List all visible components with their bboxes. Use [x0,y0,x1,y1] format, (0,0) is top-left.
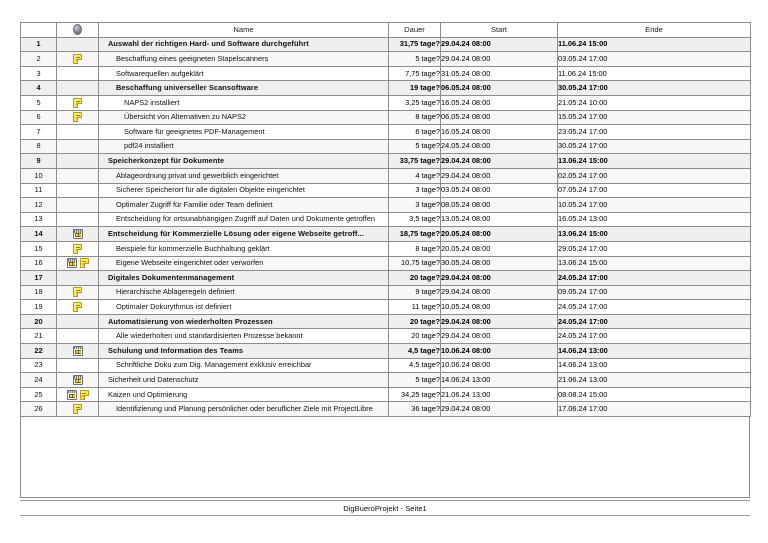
row-start-cell[interactable]: 16.05.24 08:00 [441,125,558,140]
row-end-cell[interactable]: 21.06.24 13:00 [558,373,751,388]
row-name-cell[interactable] [99,387,389,402]
table-row[interactable] [21,314,751,329]
task-name-label: Speicherkonzept für Dokumente [108,156,225,166]
row-name-cell[interactable] [99,95,389,110]
task-table-container [20,22,750,417]
row-start-cell[interactable]: 31.05.24 08:00 [441,66,558,81]
row-name-cell[interactable] [99,139,389,154]
row-id-cell: 19 [21,300,57,315]
row-end-cell[interactable]: 24.05.24 17:00 [558,329,751,344]
row-indicator-cell[interactable] [57,95,99,110]
row-end-cell[interactable]: 29.05.24 17:00 [558,241,751,256]
table-row[interactable] [21,110,751,125]
row-name-cell[interactable] [99,256,389,271]
row-name-cell[interactable] [99,227,389,242]
note-icon [73,244,82,254]
row-start-cell[interactable]: 03.05.24 08:00 [441,183,558,198]
indicator-icon-group [73,112,82,122]
row-end-cell[interactable]: 24.05.24 17:00 [558,300,751,315]
row-start-cell[interactable]: 29.04.24 08:00 [441,168,558,183]
row-name-cell[interactable] [99,212,389,227]
row-id-cell: 8 [21,139,57,154]
task-name-label: Beschaffung universeller Scansoftware [116,83,259,93]
row-duration-cell[interactable]: 3 tage? [389,183,441,198]
task-name-label: Beschaffung eines geeigneten Stapelscanners [116,53,269,63]
row-end-cell[interactable]: 24.05.24 17:00 [558,314,751,329]
indicator-icon-group [67,390,89,400]
table-row[interactable] [21,285,751,300]
row-id-cell: 18 [21,285,57,300]
indicator-sphere-icon [73,24,82,35]
column-header-id [21,23,57,38]
row-start-cell[interactable]: 14.06.24 13:00 [441,373,558,388]
row-end-cell[interactable]: 14.06.24 13:00 [558,358,751,373]
row-id-cell: 16 [21,256,57,271]
table-row[interactable] [21,66,751,81]
row-duration-cell[interactable]: 18,75 tage? [389,227,441,242]
row-indicator-cell[interactable] [57,168,99,183]
indicator-icon-group [73,287,82,297]
column-header-start: Start [441,23,558,38]
table-row[interactable] [21,198,751,213]
row-duration-cell[interactable]: 6 tage? [389,125,441,140]
row-duration-cell[interactable]: 8 tage? [389,110,441,125]
row-start-cell[interactable]: 29.04.24 08:00 [441,271,558,286]
row-name-cell[interactable] [99,110,389,125]
row-id-cell: 7 [21,125,57,140]
row-name-cell[interactable] [99,66,389,81]
task-name-label: Automatisierung von wiederholten Prozessen [108,316,273,326]
row-id-cell: 11 [21,183,57,198]
row-id-cell: 6 [21,110,57,125]
row-id-cell: 17 [21,271,57,286]
task-name-label: Sicherheit und Datenschutz [108,374,199,384]
row-indicator-cell[interactable] [57,183,99,198]
row-indicator-cell[interactable] [57,285,99,300]
table-row[interactable] [21,300,751,315]
row-id-cell: 25 [21,387,57,402]
task-name-label: Übersicht von Alternativen zu NAPS2 [124,112,247,122]
row-indicator-cell[interactable] [57,241,99,256]
row-duration-cell[interactable]: 19 tage? [389,81,441,96]
header-row [21,23,751,38]
calendar-grid-icon [73,229,83,239]
table-row[interactable] [21,402,751,417]
indicator-icon-group [67,258,89,268]
row-indicator-cell[interactable] [57,139,99,154]
row-id-cell: 9 [21,154,57,169]
task-name-label: Entscheidung für ortsunabhängigen Zugriff auf Daten und Dokumente getroffen [116,214,375,224]
row-indicator-cell[interactable] [57,271,99,286]
row-duration-cell[interactable]: 3,25 tage? [389,95,441,110]
row-end-cell[interactable]: 11.06.24 15:00 [558,37,751,52]
note-icon [73,302,82,312]
task-table [20,22,751,417]
row-start-cell[interactable]: 16.05.24 08:00 [441,95,558,110]
row-end-cell[interactable]: 13.06.24 15:00 [558,227,751,242]
row-duration-cell[interactable]: 5 tage? [389,373,441,388]
row-indicator-cell[interactable] [57,314,99,329]
row-end-cell[interactable]: 07.05.24 17:00 [558,183,751,198]
row-start-cell[interactable]: 10.06.24 08:00 [441,358,558,373]
footer-label: DigBueroProjekt - Seite1 [343,504,427,513]
row-start-cell[interactable]: 29.04.24 08:00 [441,329,558,344]
calendar-grid-icon [67,258,77,268]
task-name-label: NAPS2 installiert [124,97,180,107]
row-name-cell[interactable] [99,329,389,344]
row-name-cell[interactable] [99,344,389,359]
row-end-cell[interactable]: 11.06.24 15:00 [558,66,751,81]
row-indicator-cell[interactable] [57,329,99,344]
indicator-icon-group [73,244,82,254]
row-end-cell[interactable]: 08.08.24 15:00 [558,387,751,402]
row-indicator-cell[interactable] [57,110,99,125]
row-name-cell[interactable] [99,198,389,213]
row-start-cell[interactable]: 21.06.24 13:00 [441,387,558,402]
row-indicator-cell[interactable] [57,66,99,81]
row-start-cell[interactable]: 20.05.24 08:00 [441,241,558,256]
table-row[interactable] [21,125,751,140]
row-end-cell[interactable]: 30.05.24 17:00 [558,139,751,154]
task-name-label: Eigene Webseite eingerichtet oder verworfen [116,258,264,268]
task-name-label: Ablageordnung privat und gewerblich eingerichtet [116,170,279,180]
task-name-label: Hierarchische Ablageregeln definiert [116,287,235,297]
note-icon [80,390,89,400]
row-id-cell: 21 [21,329,57,344]
note-icon [73,98,82,108]
row-duration-cell[interactable]: 3,5 tage? [389,212,441,227]
row-end-cell[interactable]: 02.05.24 17:00 [558,168,751,183]
indicator-icon-group [73,54,82,64]
table-row[interactable] [21,271,751,286]
row-name-cell[interactable] [99,285,389,300]
row-id-cell: 15 [21,241,57,256]
row-name-cell[interactable] [99,168,389,183]
column-header-end: Ende [558,23,751,38]
row-duration-cell[interactable]: 5 tage? [389,139,441,154]
calendar-grid-icon [67,390,77,400]
table-row[interactable] [21,52,751,67]
row-end-cell[interactable]: 30.05.24 17:00 [558,81,751,96]
row-name-cell[interactable] [99,241,389,256]
task-name-label: Identifizierung und Planung persönlicher oder beruflicher Ziele mit ProjectLibre [116,404,373,414]
task-name-label: Optimaler Dokurythmus ist definiert [116,302,232,311]
row-id-cell: 23 [21,358,57,373]
table-row[interactable] [21,95,751,110]
indicator-icon-group [73,375,83,385]
row-start-cell[interactable]: 29.04.24 08:00 [441,285,558,300]
note-icon [73,54,82,64]
row-id-cell: 10 [21,168,57,183]
row-start-cell[interactable]: 08.05.24 08:00 [441,198,558,213]
row-duration-cell[interactable]: 9 tage? [389,285,441,300]
row-name-cell[interactable] [99,314,389,329]
row-start-cell[interactable]: 29.04.24 08:00 [441,402,558,417]
task-name-label: Optimaler Zugriff für Familie oder Team definiert [116,199,273,209]
row-end-cell[interactable]: 17.06.24 17:00 [558,402,751,417]
row-duration-cell[interactable]: 20 tage? [389,271,441,286]
row-id-cell: 1 [21,37,57,52]
table-row[interactable] [21,154,751,169]
column-header-duration: Dauer [389,23,441,38]
note-icon [73,112,82,122]
row-start-cell[interactable]: 29.04.24 08:00 [441,154,558,169]
task-name-label: Sicherer Speicherort für alle digitalen Objekte eingerichtet [116,185,305,195]
row-end-cell[interactable]: 09.05.24 17:00 [558,285,751,300]
table-row[interactable] [21,358,751,373]
row-duration-cell[interactable]: 33,75 tage? [389,154,441,169]
note-icon [80,258,89,268]
calendar-grid-icon [73,346,83,356]
row-start-cell[interactable]: 29.04.24 08:00 [441,37,558,52]
task-name-label: pdf24 installiert [124,141,174,151]
row-indicator-cell[interactable] [57,373,99,388]
task-name-label: Digitales Dokumentenmanagement [108,272,235,282]
row-indicator-cell[interactable] [57,37,99,52]
indicator-icon-group [73,404,82,414]
row-duration-cell[interactable]: 4 tage? [389,168,441,183]
row-name-cell[interactable] [99,81,389,96]
row-duration-cell[interactable]: 5 tage? [389,52,441,67]
task-name-label: Beispiele für kommerzielle Buchhaltung geklärt [116,243,270,253]
task-name-label: Auswahl der richtigen Hard- und Software durchgeführt [108,39,309,49]
row-name-cell[interactable] [99,373,389,388]
row-name-cell[interactable] [99,52,389,67]
row-duration-cell[interactable]: 36 tage? [389,402,441,417]
row-end-cell[interactable]: 13.06.24 15:00 [558,154,751,169]
row-duration-cell[interactable]: 31,75 tage? [389,37,441,52]
row-indicator-cell[interactable] [57,300,99,315]
row-duration-cell[interactable]: 7,75 tage? [389,66,441,81]
row-end-cell[interactable]: 14.06.24 13:00 [558,344,751,359]
table-row[interactable] [21,139,751,154]
empty-table-area [20,417,750,498]
row-indicator-cell[interactable] [57,52,99,67]
column-header-name: Name [99,23,389,38]
row-start-cell[interactable]: 24.05.24 08:00 [441,139,558,154]
row-indicator-cell[interactable] [57,402,99,417]
row-id-cell: 4 [21,81,57,96]
row-start-cell[interactable]: 20.05.24 08:00 [441,227,558,242]
note-icon [73,404,82,414]
row-end-cell[interactable]: 10.05.24 17:00 [558,198,751,213]
row-name-cell[interactable] [99,358,389,373]
table-row[interactable] [21,387,751,402]
table-row[interactable] [21,81,751,96]
row-name-cell[interactable] [99,183,389,198]
row-start-cell[interactable]: 29.04.24 08:00 [441,52,558,67]
row-indicator-cell[interactable] [57,256,99,271]
page-footer [20,500,750,516]
row-duration-cell[interactable]: 34,25 tage? [389,387,441,402]
row-name-cell[interactable] [99,154,389,169]
table-row[interactable] [21,183,751,198]
row-end-cell[interactable]: 23.05.24 17:00 [558,125,751,140]
row-id-cell: 22 [21,344,57,359]
table-row[interactable] [21,344,751,359]
row-duration-cell[interactable]: 11 tage? [389,300,441,315]
row-end-cell[interactable]: 16.05.24 13:00 [558,212,751,227]
indicator-icon-group [73,98,82,108]
table-row[interactable] [21,256,751,271]
row-duration-cell[interactable]: 4,5 tage? [389,344,441,359]
row-end-cell[interactable]: 13.06.24 15:00 [558,256,751,271]
row-id-cell: 3 [21,66,57,81]
row-duration-cell[interactable]: 8 tage? [389,241,441,256]
table-header [21,23,751,38]
row-id-cell: 2 [21,52,57,67]
table-row[interactable] [21,329,751,344]
row-indicator-cell[interactable] [57,344,99,359]
row-id-cell: 5 [21,95,57,110]
row-start-cell[interactable]: 06.05.24 08:00 [441,81,558,96]
row-name-cell[interactable] [99,402,389,417]
row-id-cell: 14 [21,227,57,242]
table-row[interactable] [21,373,751,388]
task-name-label: Alle wiederholten und standardisierten Prozesse bekannt [116,331,303,341]
table-row[interactable] [21,168,751,183]
row-id-cell: 24 [21,373,57,388]
row-indicator-cell[interactable] [57,198,99,213]
row-start-cell[interactable]: 06.05.24 08:00 [441,110,558,125]
row-end-cell[interactable]: 21.05.24 10:00 [558,95,751,110]
task-name-label: Softwarequellen aufgeklärt [116,68,204,78]
note-icon [73,287,82,297]
task-name-label: Kaizen und Optimierung [108,389,188,399]
calendar-grid-icon [73,375,83,385]
row-start-cell[interactable]: 29.04.24 08:00 [441,314,558,329]
row-id-cell: 20 [21,314,57,329]
column-header-indicator [57,23,99,38]
row-duration-cell[interactable]: 3 tage? [389,198,441,213]
row-indicator-cell[interactable] [57,125,99,140]
row-duration-cell[interactable]: 20 tage? [389,329,441,344]
row-indicator-cell[interactable] [57,154,99,169]
row-start-cell[interactable]: 13.05.24 08:00 [441,212,558,227]
row-end-cell[interactable]: 24.05.24 17:00 [558,271,751,286]
table-row[interactable] [21,227,751,242]
row-name-cell[interactable] [99,271,389,286]
table-body [21,37,751,416]
row-indicator-cell[interactable] [57,227,99,242]
indicator-icon-group [73,229,83,239]
row-name-cell[interactable] [99,125,389,140]
row-duration-cell[interactable]: 10,75 tage? [389,256,441,271]
task-name-label: Entscheidung für Kommerzielle Lösung oder eigene Webseite getroff... [108,229,364,239]
table-row[interactable] [21,241,751,256]
row-start-cell[interactable]: 10.05.24 08:00 [441,300,558,315]
row-id-cell: 13 [21,212,57,227]
task-name-label: Schulung und Information des Teams [108,345,244,355]
row-end-cell[interactable]: 03.05.24 17:00 [558,52,751,67]
row-duration-cell[interactable]: 4,5 tage? [389,358,441,373]
row-indicator-cell[interactable] [57,358,99,373]
row-id-cell: 26 [21,402,57,417]
row-indicator-cell[interactable] [57,387,99,402]
row-start-cell[interactable]: 30.05.24 08:00 [441,256,558,271]
row-start-cell[interactable]: 10.06.24 08:00 [441,344,558,359]
indicator-icon-group [73,302,82,312]
row-name-cell[interactable] [99,37,389,52]
row-end-cell[interactable]: 15.05.24 17:00 [558,110,751,125]
row-name-cell[interactable] [99,300,389,315]
table-row[interactable] [21,37,751,52]
task-name-label: Schriftliche Doku zum Dig. Management exklusiv erreichbar [116,360,312,370]
table-row[interactable] [21,212,751,227]
row-id-cell: 12 [21,198,57,213]
row-indicator-cell[interactable] [57,212,99,227]
task-name-label: Software für geeignetes PDF-Management [124,126,265,136]
row-duration-cell[interactable]: 20 tage? [389,314,441,329]
row-indicator-cell[interactable] [57,81,99,96]
indicator-icon-group [73,346,83,356]
